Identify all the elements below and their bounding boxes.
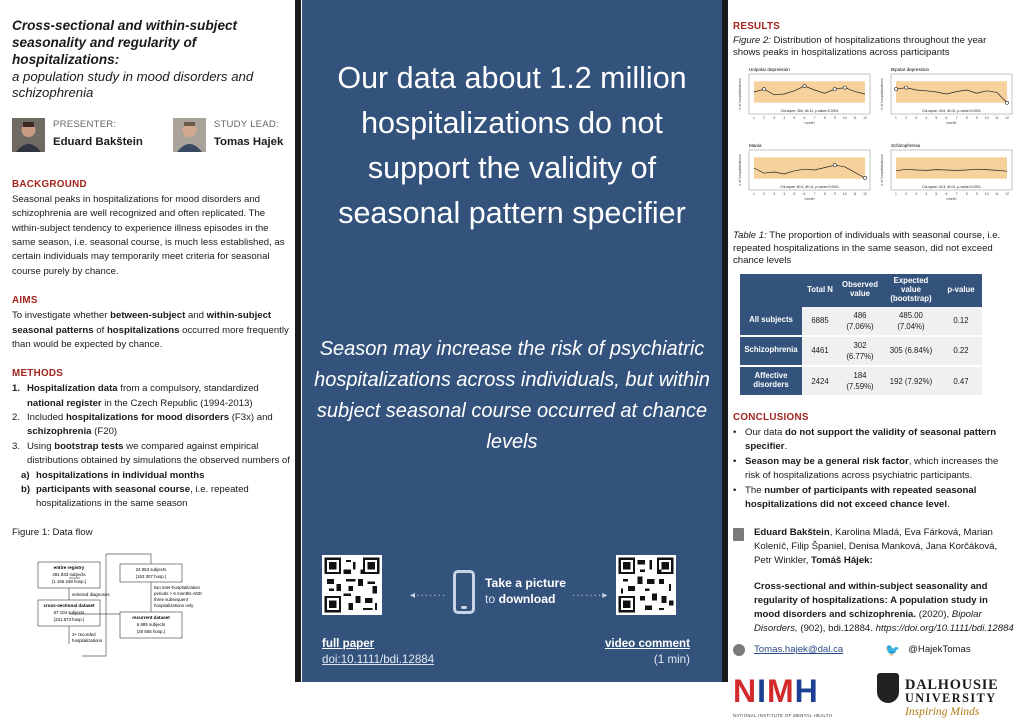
figure2-caption: Figure 2: Distribution of hospitalizations throughout the year shows peaks in hospitalizations across participants [733,34,987,59]
chart-band [754,157,865,179]
chart-point [762,87,765,90]
logos [733,669,1015,725]
conclusion-item: • Season may be a general risk factor, which increases the risk of hospitalizations across psychiatric participants. [733,455,999,482]
chart-point [1005,101,1008,104]
chart-tick: 5 [793,115,796,120]
flow-two-line1: two inter-hospitalization [154,585,200,590]
study-lead-photo [173,118,206,152]
chart-ylabel: # of hospitalizations [880,154,884,186]
chart-point [894,87,897,90]
qr-code-full-paper[interactable] [322,555,382,615]
chart-title: Mania [749,142,762,148]
mail-icon [733,644,745,656]
chart-tick: 6 [945,115,948,120]
flow-cross-title: cross-sectional dataset [43,603,95,608]
dalhousie-logo [877,673,1015,721]
qr-code-video[interactable] [616,555,676,615]
chart-point [863,176,866,179]
conclusions-section [733,411,1015,512]
table-cell: Affective disorders [740,366,802,396]
table-cell: 184 (7.59%) [838,366,882,396]
table-cell: 4461 [802,336,838,366]
nimh-logo: NIMH [733,672,819,709]
people-row [12,118,290,152]
flow-rec-line1: 6 885 subjects [136,622,166,627]
video-comment-link[interactable]: video comment (1 min) [604,637,690,667]
chart-tick: 6 [945,191,948,196]
conclusions-heading: CONCLUSIONS [733,412,809,424]
flow-rec-title: recurrent dataset [132,615,170,620]
chart-xlabel: month [804,120,815,125]
conclusion-item: • Our data do not support the validity of seasonal pattern specifier. [733,427,997,453]
contact-row [733,642,1015,659]
chart-tick: 12 [863,115,867,120]
arrow-right-icon: ·······▸ [572,590,609,601]
methods-item: 3. Using bootstrap tests we compared against empirical distributions obtained by simulations the observed numbers of [12,440,290,467]
flow-entire-line1: 481 833 subjects [52,572,86,577]
chart-band [754,81,865,103]
chart-tick: 12 [1005,115,1009,120]
chart-tick: 8 [823,115,826,120]
chart-tick: 9 [975,191,978,196]
flow-two-line2: periods > 6 months AND [154,591,202,596]
results-heading: RESULTS [733,21,781,32]
chart-tick: 7 [955,191,958,196]
table-cell: 302 (6.77%) [838,336,882,366]
chart-tick: 1 [753,115,755,120]
table-cell: Schizophrenia [740,336,802,366]
presenter [12,118,143,152]
email-link[interactable]: Tomas.hajek@dal.ca [754,644,844,656]
right-column [733,20,1015,725]
chart-tick: 6 [803,115,806,120]
chart-tick: 8 [823,191,826,196]
table-cell: All subjects [740,307,802,336]
chart-tick: 9 [833,115,836,120]
chart-tick: 10 [842,115,847,120]
flow-two-line3: three subsequent [154,597,188,602]
chart-tick: 4 [783,115,786,120]
flow-rec-line2: (20 655 hosp.) [136,629,166,634]
chart-tick: 3 [915,191,918,196]
table-cell: 305 (6.84%) [882,336,940,366]
table-header: Expected value (bootstrap) [882,274,940,307]
chart-xlabel: month [946,196,957,201]
aims-text: To investigate whether between-subject and within-subject seasonal patterns of hospitalizations occurred more frequently than would be expected by chance. [12,310,289,350]
flow-entire-line2: (1 166 248 hosp.) [51,579,87,584]
table-header: Observed value [838,274,882,307]
table-cell: 192 (7.92%) [882,366,940,396]
table-cell: 486 (7.06%) [838,307,882,336]
table-cell: 6885 [802,307,838,336]
table-row [740,366,982,396]
chart-tick: 11 [995,115,999,120]
poster-subtitle: a population study in mood disorders and schizophrenia [12,68,254,101]
chart-tick: 2 [763,191,766,196]
chart-tick: 7 [813,191,816,196]
table-header: p-value [940,274,982,307]
chart-point [833,163,836,166]
headline: Our data about 1.2 million hospitalizations do not support the validity of seasonal pattern specifier [337,61,687,231]
chart-tick: 10 [984,191,989,196]
chart-stat: Chi-squre: 43.6, df=11, p-value<0.0001 [922,108,981,113]
dalhousie-name: DALHOUSIE [905,676,999,693]
methods-item: 1. Hospitalization data from a compulsory, standardized national register in the Czech Republic (1994-2013) [12,383,259,409]
chart-tick: 1 [753,191,755,196]
chart-tick: 3 [773,191,776,196]
table-header-row [740,274,982,307]
divider-right [722,0,728,682]
chart-point [833,87,836,90]
left-column [12,18,290,539]
table-header: Total N [802,274,838,307]
twitter-icon: 🐦 [885,642,901,657]
conclusion-item: • The number of participants with repeated seasonal hospitalizations did not exceed chance level. [733,484,977,510]
aims-heading: AIMS [12,295,38,307]
chart-tick: 5 [935,191,938,196]
chart-ylabel: # of hospitalizations [738,154,742,186]
chart-tick: 4 [925,115,928,120]
table-cell: 0.12 [940,307,982,336]
chart-tick: 12 [1005,191,1009,196]
chart-tick: 3 [773,115,776,120]
chart-tick: 4 [925,191,928,196]
methods-item: 2. Included hospitalizations for mood disorders (F3x) and schizophrenia (F20) [12,411,273,438]
chart-tick: 2 [905,115,908,120]
methods-subitem: b) participants with seasonal course, i.e. repeated hospitalizations in the same season [21,483,249,510]
chart-tick: 10 [842,191,847,196]
chart-tick: 5 [935,115,938,120]
chart-point [904,86,907,89]
presenter-role: PRESENTER: [53,118,117,130]
chart-tick: 9 [975,115,978,120]
university-name: UNIVERSITY [905,690,997,705]
chart-title: Unipolar depression [749,66,790,72]
chart-tick: 1 [895,191,897,196]
chart-tick: 11 [853,191,857,196]
table-cell: 0.47 [940,366,982,396]
divider-left [295,0,301,682]
figure1-caption: Figure 1: Data flow [12,526,93,538]
full-paper-link[interactable]: full paper doi:10.1111/bdi.12884 [322,637,435,667]
dalhousie-motto: Inspiring Minds [905,704,980,718]
key-message: Season may increase the risk of psychiatric hospitalizations across individuals, but within subject seasonal course occurred at chance levels [314,338,710,453]
figure2-charts [733,64,1015,220]
crest-icon [877,673,899,703]
table-cell: 2424 [802,366,838,396]
flow-s24-line2: (153 307 hosp.) [135,574,167,579]
table-cell: 0.22 [940,336,982,366]
authors: Eduard Bakštein, Karolina Mladá, Eva Fárková, Marian Koleníč, Filip Španiel, Denisa Manková, Jana Korčáková, Petr Winkler, Tomáš Hájek: [733,526,1015,568]
nimh-subtitle: NATIONAL INSTITUTE OF MENTAL HEALTH [733,712,833,718]
methods-subitem: a) hospitalizations in individual months [21,469,205,481]
chart-tick: 1 [895,115,897,120]
twitter-handle[interactable]: @HajekTomas [908,644,971,656]
chart-point [843,86,846,89]
chart-tick: 2 [763,115,766,120]
flow-s24-line1: 24 053 subjects [135,567,167,572]
chart-xlabel: month [804,196,815,201]
background-text: Seasonal peaks in hospitalizations for mood disorders and schizophrenia are well recognized and often replicated. The within-subject tendency to experience illness episodes in the same season, i.e. seasonal course, is much less established, as certain individuals may temporarily meet criteria for seasonal course purely by chance. [12,193,285,277]
presenter-photo [12,118,45,152]
methods-heading: METHODS [12,368,64,380]
study-lead-role: STUDY LEAD: [213,118,279,130]
poster-title: Cross-sectional and within-subject seasonality and regularity of hospitalizations: [12,18,238,67]
background-heading: BACKGROUND [12,178,87,190]
chart-band [896,81,1007,103]
reference: Cross-sectional and within-subject seasonality and regularity of hospitalizations: A population study in mood disorders and schizophrenia. (2020), Bipolar Disorders, (902), bdi.12884. https://doi.org/10.1111/bdi.12884 [754,581,1014,634]
table-row [740,336,982,366]
chart-stat: Chi-squre: 364, df=11, p-value<0.0001 [780,108,839,113]
chart-tick: 9 [833,191,836,196]
table-row [740,307,982,336]
chart-title: Schizophrenia [891,142,921,148]
center-panel [302,0,722,682]
phone-icon [453,570,475,614]
table-cell: 485.00 (7.04%) [882,307,940,336]
table1-caption: Table 1: The proportion of individuals with seasonal course, i.e. repeated hospitalizations in the same season, did not exceed chance levels [733,230,1001,267]
chart-tick: 4 [783,191,786,196]
data-flow-diagram [20,548,298,678]
chart-tick: 8 [965,191,968,196]
chart-stat: Chi-squre: 43.3, df=11, p-value<0.0001 [922,184,981,189]
flow-three-line1: 3+ recorded [72,632,96,637]
chart-tick: 8 [965,115,968,120]
arrow-left-icon: ◂······· [410,590,447,601]
results-table [740,274,982,397]
chart-title: Bipolar depression [891,66,930,72]
chart-tick: 11 [853,115,857,120]
methods-list [12,382,290,512]
study-lead [173,118,283,152]
flow-two-line4: hospitalizations only [154,603,194,608]
flow-cross-line1: 67 104 subjects [53,610,85,615]
book-icon [733,528,744,541]
chart-tick: 5 [793,191,796,196]
chart-point [803,84,806,87]
take-picture-text: Take a picture to download [485,576,567,606]
chart-tick: 10 [984,115,989,120]
chart-tick: 11 [995,191,999,196]
study-lead-name: Tomas Hajek [213,135,284,148]
flow-three-line2: hospitalizations [72,638,103,643]
flow-cross-line2: (231 573 hosp.) [53,617,85,622]
flow-entire-title: entire registry [53,565,85,570]
chart-tick: 2 [905,191,908,196]
chart-tick: 6 [803,191,806,196]
chart-tick: 3 [915,115,918,120]
table-header [740,274,802,307]
chart-tick: 7 [813,115,816,120]
chart-ylabel: # of hospitalizations [880,78,884,110]
chart-ylabel: # of hospitalizations [738,78,742,110]
chart-band [896,157,1007,179]
chart-xlabel: month [946,120,957,125]
presenter-name: Eduard Bakštein [53,135,143,148]
chart-tick: 7 [955,115,958,120]
chart-tick: 12 [863,191,867,196]
flow-selected: selected diagnoses [72,592,110,597]
chart-stat: Chi-squre: 60.4, df=11, p-value<0.0001 [780,184,839,189]
